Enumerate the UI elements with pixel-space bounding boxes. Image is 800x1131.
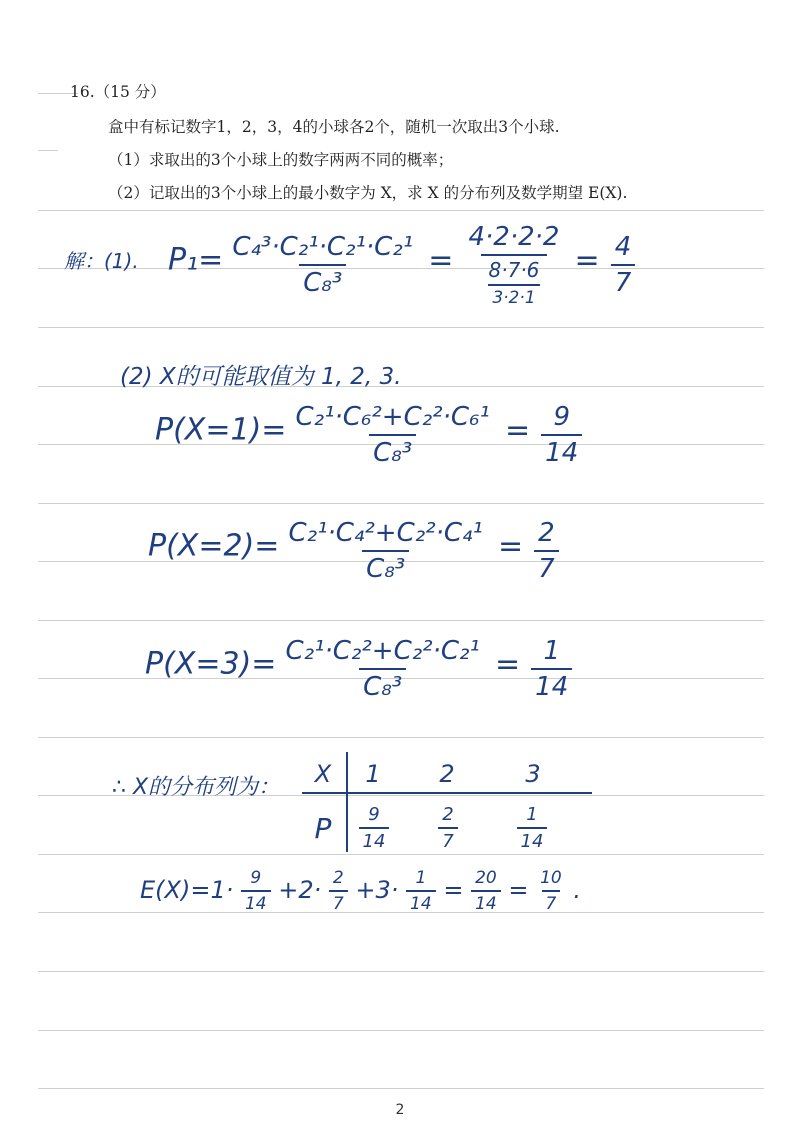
question-1: （1）求取出的3个小球上的数字两两不同的概率； [108,151,454,169]
solution-label: 解：(1). [64,249,139,273]
exp-result-1 [471,868,501,914]
exp-plus-3: +3· [355,876,399,904]
p1-numerator: C₄³·C₂¹·C₂¹·C₂¹ [232,232,414,262]
table-header-3: 3 [525,760,541,788]
table-row-label-p: P [314,812,332,845]
px2-numerator: C₂¹·C₄²+C₂²·C₄¹ [288,518,483,548]
table-header-1: 1 [365,760,381,788]
equals-sign: = [497,528,524,564]
expectation-lhs: E(X)=1· [140,876,234,904]
px3-lhs: P(X=3)= [145,646,277,682]
expectation-end: . [573,876,582,904]
p1-fraction-2 [464,222,563,308]
px1-result-den: 14 [541,434,582,468]
px2-lhs: P(X=2)= [148,528,280,564]
px1-denominator: C₈³ [369,434,416,468]
p1-result-num: 4 [614,232,632,262]
ruled-line [38,1088,764,1089]
problem-stem: 盒中有标记数字1，2，3，4的小球各2个，随机一次取出3个小球. [108,118,560,136]
exp-term-1-num: 9 [250,868,262,888]
px1-numerator: C₂¹·C₆²+C₂²·C₆¹ [295,402,490,432]
equals-sign: = [428,242,454,278]
ruled-line [38,971,764,972]
question-2: （2）记取出的3个小球上的最小数字为 X，求 X 的分布列及数学期望 E(X). [108,184,628,202]
px2-result-den: 7 [534,550,559,584]
prob-1-den: 14 [359,827,390,852]
p1-numerator-2: 4·2·2·2 [468,222,560,252]
problem-score: （15 分） [94,83,166,101]
px1-fraction [292,402,494,468]
exp-term-2 [329,868,348,914]
equals-sign: = [494,646,521,682]
px3-result-den: 14 [531,668,572,702]
px2-fraction [285,518,487,584]
prob-2-den: 7 [438,827,457,852]
table-header-2: 2 [439,760,455,788]
px3-fraction [282,636,484,702]
exp-result-2-den: 7 [542,890,561,914]
exp-term-2-num: 2 [332,868,344,888]
px3-denominator: C₈³ [359,668,406,702]
exp-term-1 [241,868,271,914]
prob-2-num: 2 [442,804,454,825]
exp-result-2-num: 10 [540,868,562,888]
problem-number: 16. [70,83,95,101]
exp-term-3 [406,868,436,914]
px2-result-num: 2 [538,518,555,548]
ruled-line [38,150,58,151]
page-number: 2 [395,1102,405,1118]
p1-equation [168,222,635,308]
equals-sign: = [504,412,531,448]
p1-nested-fraction [485,258,544,308]
px1-result-num: 9 [553,402,570,432]
p1-result-den: 7 [611,264,636,298]
part2-intro: (2) X的可能取值为 1, 2, 3. [120,364,402,390]
problem-header [70,80,166,102]
distribution-intro: ∴ X的分布列为： [112,775,281,800]
distribution-table [302,760,592,860]
exp-term-2-den: 7 [329,890,348,914]
px1-result [541,402,582,468]
p1-nested-bottom: 3·2·1 [488,284,539,308]
prob-3-den: 14 [517,827,548,852]
equals-sign: = [574,242,600,278]
px1-lhs: P(X=1)= [155,412,287,448]
exp-plus-2: +2· [278,876,322,904]
ruled-line [38,1030,764,1031]
equals-sign: = [443,876,464,904]
p1-result [611,232,636,298]
px2-result [534,518,559,584]
exp-term-1-den: 14 [241,890,271,914]
exp-term-3-den: 14 [406,890,436,914]
px3-numerator: C₂¹·C₂²+C₂²·C₂¹ [285,636,480,666]
p1-denominator-2 [481,254,548,308]
table-prob-3 [510,804,554,852]
px3-equation [145,636,572,702]
equals-sign: = [508,876,529,904]
ruled-line [38,210,764,211]
px3-result-num: 1 [543,636,560,666]
exp-result-2 [536,868,566,914]
table-prob-1 [352,804,396,852]
prob-1-num: 9 [368,804,380,825]
table-header-x: X [314,760,332,788]
ruled-line [38,620,764,621]
table-prob-2 [426,804,470,852]
px3-result [531,636,572,702]
exp-term-3-num: 1 [415,868,427,888]
table-vertical-rule [346,752,348,852]
px2-denominator: C₈³ [362,550,409,584]
px2-equation [148,518,559,584]
ruled-line [38,327,764,328]
p1-lhs: P₁= [168,242,224,278]
px1-equation [155,402,582,468]
exp-result-1-den: 14 [471,890,501,914]
prob-3-num: 1 [526,804,538,825]
p1-fraction [228,232,417,298]
p1-nested-top: 8·7·6 [488,258,540,282]
p1-denominator: C₈³ [299,264,346,298]
expectation-equation [140,868,581,914]
ruled-line [38,503,764,504]
exp-result-1-num: 20 [475,868,497,888]
ruled-line [38,737,764,738]
